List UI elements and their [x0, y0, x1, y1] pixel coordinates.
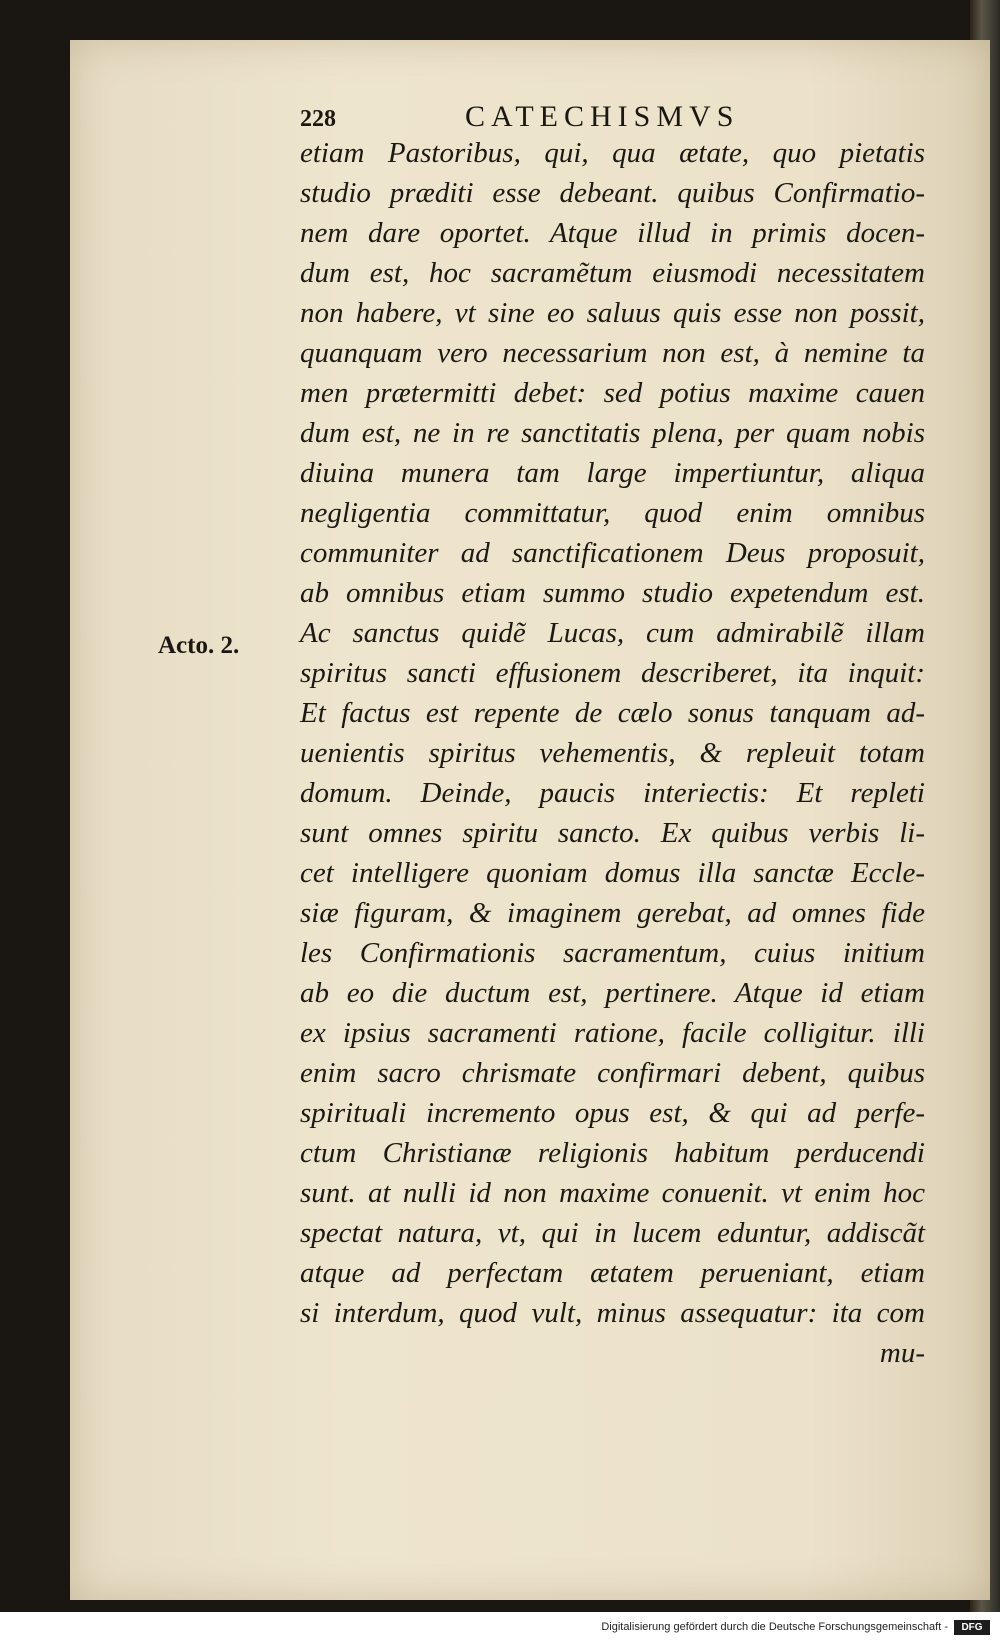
text-line: les Confirmationis sacramentum, cuius initium — [300, 937, 925, 969]
text-line: atque ad perfectam ætatem perueniant, etiam — [300, 1257, 925, 1289]
footer-credit: Digitalisierung gefördert durch die Deutsche Forschungsgemeinschaft - — [601, 1621, 948, 1633]
body-text — [300, 133, 925, 1373]
text-line: sunt omnes spiritu sancto. Ex quibus verbis li- — [300, 817, 925, 849]
text-line: nem dare oportet. Atque illud in primis docen- — [300, 217, 925, 249]
text-line: men prætermitti debet: sed potius maxime cauen — [300, 377, 925, 409]
text-line: quanquam vero necessarium non est, à nemine ta — [300, 337, 925, 369]
text-line: Ac sanctus quidẽ Lucas, cum admirabilẽ illam — [300, 617, 925, 649]
text-line: cet intelligere quoniam domus illa sanctæ Eccle- — [300, 857, 925, 889]
text-line: ctum Christianæ religionis habitum perducendi — [300, 1137, 925, 1169]
text-line: siæ figuram, & imaginem gerebat, ad omnes fide — [300, 897, 925, 929]
text-line: si interdum, quod vult, minus assequatur: ita com — [300, 1297, 925, 1329]
catchword: mu- — [879, 1337, 925, 1369]
text-line: enim sacro chrismate confirmari debent, quibus — [300, 1057, 925, 1089]
text-line: domum. Deinde, paucis interiectis: Et repleti — [300, 777, 925, 809]
dfg-logo: DFG — [954, 1620, 990, 1635]
text-line: diuina munera tam large impertiuntur, aliqua — [300, 457, 925, 489]
page-number: 228 — [300, 106, 336, 132]
text-line: dum est, hoc sacramẽtum eiusmodi necessitatem — [300, 257, 925, 289]
text-line: Et factus est repente de cælo sonus tanquam ad- — [300, 697, 925, 729]
text-line: etiam Pastoribus, qui, qua ætate, quo pietatis — [300, 137, 925, 169]
text-line: ex ipsius sacramenti ratione, facile colligitur. illi — [300, 1017, 925, 1049]
text-line: studio præditi esse debeant. quibus Confirmatio- — [300, 177, 925, 209]
text-line: ab omnibus etiam summo studio expetendum est. — [300, 577, 925, 609]
text-line: ab eo die ductum est, pertinere. Atque id etiam — [300, 977, 925, 1009]
text-line: communiter ad sanctificationem Deus proposuit, — [300, 537, 925, 569]
running-title: CATECHISMVS — [465, 100, 740, 133]
text-line: spiritus sancti effusionem describeret, ita inquit: — [300, 657, 925, 689]
text-line: spectat natura, vt, qui in lucem eduntur, addiscãt — [300, 1217, 925, 1249]
text-line: spirituali incremento opus est, & qui ad perfe- — [300, 1097, 925, 1129]
text-line: non habere, vt sine eo saluus quis esse non possit, — [300, 297, 925, 329]
digitization-footer — [0, 1612, 1000, 1645]
marginal-reference: Acto. 2. — [158, 632, 240, 659]
text-line: uenientis spiritus vehementis, & repleuit totam — [300, 737, 925, 769]
text-line: sunt. at nulli id non maxime conuenit. vt enim hoc — [300, 1177, 925, 1209]
text-line: negligentia committatur, quod enim omnibus — [300, 497, 925, 529]
text-line: dum est, ne in re sanctitatis plena, per quam nobis — [300, 417, 925, 449]
